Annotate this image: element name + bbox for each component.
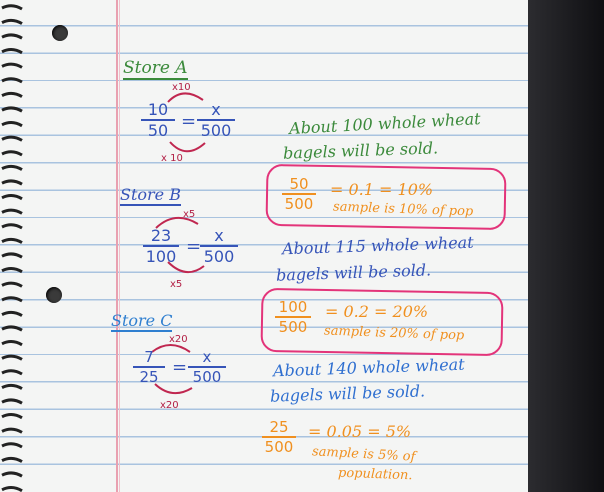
store-c-right-fraction bbox=[188, 348, 226, 386]
store-b-answer-line2: bagels will be sold. bbox=[275, 260, 432, 285]
store-a-title: Store A bbox=[123, 58, 188, 78]
store-c-check-fraction bbox=[262, 418, 296, 456]
store-b-right-fraction bbox=[200, 226, 238, 266]
store-a-right-fraction bbox=[197, 100, 235, 140]
store-c-mult-top: x20 bbox=[169, 334, 188, 345]
store-c-equals: = bbox=[172, 357, 188, 378]
store-a-check-text: sample is 10% of pop bbox=[332, 199, 474, 220]
store-a-right-num: x bbox=[197, 100, 235, 121]
store-c-answer-line2: bagels will be sold. bbox=[269, 381, 426, 406]
store-a-left-den: 50 bbox=[147, 121, 169, 140]
store-c-check-text-line1: sample is 5% of bbox=[311, 444, 416, 465]
store-b-left-fraction bbox=[143, 226, 179, 266]
store-a-left-fraction bbox=[141, 100, 175, 140]
store-b-left-den: 100 bbox=[145, 247, 177, 266]
store-b-check-num: 100 bbox=[275, 298, 311, 318]
store-a-check-den: 500 bbox=[284, 195, 314, 213]
store-c-check-equation: = 0.05 = 5% bbox=[308, 422, 412, 441]
store-c-mult-bottom: x20 bbox=[160, 400, 179, 411]
desk-background bbox=[528, 0, 604, 492]
store-a-right-den: 500 bbox=[200, 121, 232, 140]
store-b-right-den: 500 bbox=[203, 247, 235, 266]
store-a-check-fraction bbox=[282, 175, 316, 213]
store-c-answer-line1: About 140 whole wheat bbox=[272, 354, 465, 381]
store-b-mult-bottom: x5 bbox=[170, 279, 183, 290]
store-b-title: Store B bbox=[120, 185, 181, 204]
store-a-check-num: 50 bbox=[282, 175, 316, 195]
store-c-left-den: 25 bbox=[139, 368, 159, 386]
store-c-title: Store C bbox=[111, 311, 173, 330]
store-b-check-text: sample is 20% of pop bbox=[323, 323, 465, 344]
store-a-mult-top: x10 bbox=[172, 82, 191, 93]
store-a-check-equation: = 0.1 = 10% bbox=[330, 180, 434, 199]
store-c-right-den: 500 bbox=[192, 368, 222, 386]
store-a-answer-line2: bagels will be sold. bbox=[282, 138, 439, 163]
store-b-right-num: x bbox=[200, 226, 238, 247]
store-b-left-num: 23 bbox=[143, 226, 179, 247]
store-c-right-num: x bbox=[188, 348, 226, 368]
store-c-check-text-line2: population. bbox=[337, 465, 413, 484]
store-a-mult-bottom: x 10 bbox=[161, 153, 183, 164]
store-a-equals: = bbox=[181, 111, 197, 132]
store-c-left-num: 7 bbox=[133, 348, 165, 368]
store-b-check-den: 500 bbox=[278, 318, 308, 336]
store-b-equals: = bbox=[186, 236, 202, 257]
store-b-answer-line1: About 115 whole wheat bbox=[281, 232, 474, 259]
store-b-check-fraction bbox=[275, 298, 311, 336]
store-c-check-den: 500 bbox=[264, 438, 294, 456]
store-b-check-equation: = 0.2 = 20% bbox=[325, 302, 429, 321]
store-b-mult-top: x5 bbox=[183, 209, 196, 220]
store-a-answer-line1: About 100 whole wheat bbox=[288, 108, 481, 139]
store-c-left-fraction bbox=[133, 348, 165, 386]
store-a-left-num: 10 bbox=[141, 100, 175, 121]
store-c-check-num: 25 bbox=[262, 418, 296, 438]
